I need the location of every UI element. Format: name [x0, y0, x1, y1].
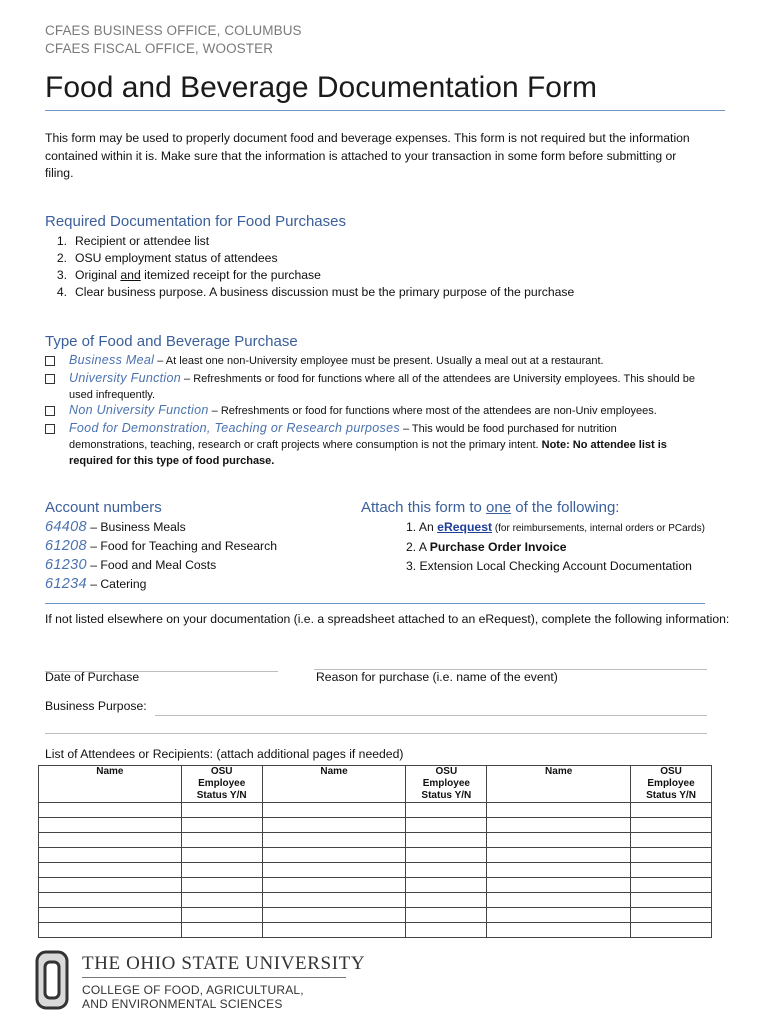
- col-status-header: OSU Employee Status Y/N: [181, 766, 262, 803]
- attendee-name-cell[interactable]: [262, 893, 406, 908]
- attendee-status-cell[interactable]: [181, 863, 262, 878]
- list-item: 3. Original and itemized receipt for the purchase: [56, 268, 321, 282]
- account-item: 61234 – Catering: [45, 576, 147, 592]
- attendee-name-cell[interactable]: [39, 863, 182, 878]
- table-row: [39, 893, 712, 908]
- account-item: 61208 – Food for Teaching and Research: [45, 538, 277, 554]
- reason-label: Reason for purchase (i.e. name of the event): [316, 670, 558, 684]
- attendee-status-cell[interactable]: [631, 893, 712, 908]
- office-columbus: CFAES BUSINESS OFFICE, COLUMBUS: [45, 23, 302, 38]
- table-row: [39, 803, 712, 818]
- page-title: Food and Beverage Documentation Form: [45, 71, 597, 104]
- attendee-status-cell[interactable]: [181, 833, 262, 848]
- intro-line: filing.: [45, 166, 74, 180]
- checkbox-icon[interactable]: [45, 406, 55, 416]
- attach-item-extension: 3. Extension Local Checking Account Documentation: [406, 559, 692, 573]
- account-item: 64408 – Business Meals: [45, 519, 186, 535]
- col-name-header: Name: [39, 766, 182, 803]
- col-name-header: Name: [487, 766, 631, 803]
- table-row: [39, 833, 712, 848]
- attendee-status-cell[interactable]: [631, 923, 712, 938]
- attendee-status-cell[interactable]: [631, 833, 712, 848]
- business-purpose-field[interactable]: [155, 715, 707, 716]
- table-row: [39, 908, 712, 923]
- type-university-function: University Function – Refreshments or food for functions where all of the attendees are University employees. This should be used infrequently.: [45, 370, 730, 403]
- attendee-status-cell[interactable]: [181, 878, 262, 893]
- attach-item-po-invoice: 2. A Purchase Order Invoice: [406, 540, 567, 554]
- purchase-types-heading: Type of Food and Beverage Purchase: [45, 333, 298, 350]
- attendee-status-cell[interactable]: [631, 818, 712, 833]
- list-item: 4. Clear business purpose. A business discussion must be the primary purpose of the purchase: [56, 285, 575, 299]
- university-name: THE OHIO STATE UNIVERSITY: [82, 953, 366, 974]
- attendee-name-cell[interactable]: [262, 908, 406, 923]
- required-docs-heading: Required Documentation for Food Purchases: [45, 213, 346, 230]
- section-divider: [45, 603, 705, 604]
- attendee-status-cell[interactable]: [406, 863, 487, 878]
- intro-paragraph: [45, 130, 725, 183]
- attendee-name-cell[interactable]: [487, 803, 631, 818]
- table-row: [39, 878, 712, 893]
- attendee-name-cell[interactable]: [39, 893, 182, 908]
- attendee-status-cell[interactable]: [631, 863, 712, 878]
- attendee-status-cell[interactable]: [406, 878, 487, 893]
- list-item: 2. OSU employment status of attendees: [56, 251, 278, 265]
- office-wooster: CFAES FISCAL OFFICE, WOOSTER: [45, 41, 274, 56]
- attendees-label: List of Attendees or Recipients: (attach additional pages if needed): [45, 747, 404, 761]
- attendee-name-cell[interactable]: [39, 833, 182, 848]
- attach-list: [406, 518, 705, 576]
- attendee-name-cell[interactable]: [262, 803, 406, 818]
- attach-item-erequest: 1. An eRequest (for reimbursements, internal orders or PCards): [406, 520, 705, 534]
- attendee-name-cell[interactable]: [487, 908, 631, 923]
- table-row: [39, 848, 712, 863]
- attendee-status-cell[interactable]: [181, 923, 262, 938]
- attendee-status-cell[interactable]: [181, 893, 262, 908]
- logo-divider: [82, 977, 346, 978]
- title-divider: [45, 110, 725, 111]
- attendee-status-cell[interactable]: [406, 818, 487, 833]
- attendee-status-cell[interactable]: [181, 848, 262, 863]
- date-of-purchase-label: Date of Purchase: [45, 670, 140, 684]
- attendee-status-cell[interactable]: [406, 893, 487, 908]
- attendee-status-cell[interactable]: [406, 923, 487, 938]
- attendee-status-cell[interactable]: [181, 908, 262, 923]
- attendee-name-cell[interactable]: [262, 923, 406, 938]
- attendee-name-cell[interactable]: [39, 923, 182, 938]
- type-non-university-function: Non University Function – Refreshments or food for functions where most of the attendees are non-Univ employees.: [45, 402, 730, 419]
- type-food-demonstration: Food for Demonstration, Teaching or Research purposes – This would be food purchased for nutrition demonstrations, teaching, research or craft projects where consumption is not the primary intent. Note: No attendee list is required for this type of food purchase.: [45, 420, 730, 469]
- col-name-header: Name: [262, 766, 406, 803]
- table-row: [39, 863, 712, 878]
- attendee-name-cell[interactable]: [262, 878, 406, 893]
- list-item: 1. Recipient or attendee list: [56, 234, 210, 248]
- attendee-name-cell[interactable]: [39, 878, 182, 893]
- table-row: [39, 818, 712, 833]
- attendee-name-cell[interactable]: [487, 893, 631, 908]
- account-numbers-heading: Account numbers: [45, 499, 162, 516]
- attendee-status-cell[interactable]: [631, 908, 712, 923]
- attendee-name-cell[interactable]: [487, 833, 631, 848]
- attendee-name-cell[interactable]: [39, 818, 182, 833]
- osu-block-o-logo: [35, 950, 69, 1010]
- col-status-header: OSU Employee Status Y/N: [631, 766, 712, 803]
- attendee-status-cell[interactable]: [631, 878, 712, 893]
- form-instructions: If not listed elsewhere on your documentation (i.e. a spreadsheet attached to an eRequest), complete the following information:: [45, 612, 730, 626]
- college-name: COLLEGE OF FOOD, AGRICULTURAL, AND ENVIRONMENTAL SCIENCES: [82, 983, 304, 1011]
- checkbox-icon[interactable]: [45, 356, 55, 366]
- attendee-name-cell[interactable]: [39, 848, 182, 863]
- attendee-name-cell[interactable]: [262, 863, 406, 878]
- attendee-name-cell[interactable]: [487, 878, 631, 893]
- attendee-name-cell[interactable]: [487, 863, 631, 878]
- type-business-meal: Business Meal – At least one non-University employee must be present. Usually a meal out at a restaurant.: [45, 352, 730, 369]
- attendee-name-cell[interactable]: [262, 848, 406, 863]
- account-list: [45, 518, 277, 594]
- attendee-name-cell[interactable]: [487, 923, 631, 938]
- attendee-status-cell[interactable]: [181, 818, 262, 833]
- erequest-link[interactable]: eRequest: [437, 520, 493, 534]
- attendee-status-cell[interactable]: [406, 908, 487, 923]
- attendee-name-cell[interactable]: [39, 803, 182, 818]
- table-header-row: [39, 766, 712, 803]
- attendee-status-cell[interactable]: [631, 848, 712, 863]
- attendee-table-body: [39, 803, 712, 938]
- attendee-name-cell[interactable]: [39, 908, 182, 923]
- attendee-name-cell[interactable]: [262, 818, 406, 833]
- attach-heading: Attach this form to one of the following:: [361, 499, 620, 516]
- attendee-name-cell[interactable]: [262, 833, 406, 848]
- required-docs-list: [45, 233, 574, 301]
- attendee-status-cell[interactable]: [406, 833, 487, 848]
- attendee-status-cell[interactable]: [406, 803, 487, 818]
- attendee-name-cell[interactable]: [487, 848, 631, 863]
- business-purpose-label: Business Purpose:: [45, 699, 147, 713]
- attendee-status-cell[interactable]: [406, 848, 487, 863]
- attendee-status-cell[interactable]: [181, 803, 262, 818]
- checkbox-icon[interactable]: [45, 424, 55, 434]
- business-purpose-field-line-2[interactable]: [45, 733, 707, 734]
- attendee-status-cell[interactable]: [631, 803, 712, 818]
- attendee-name-cell[interactable]: [487, 818, 631, 833]
- checkbox-icon[interactable]: [45, 374, 55, 384]
- table-row: [39, 923, 712, 938]
- col-status-header: OSU Employee Status Y/N: [406, 766, 487, 803]
- intro-line: contained within it is. Make sure that the information is attached to your transaction in some form before submitting or: [45, 148, 677, 163]
- attendee-table: [38, 765, 712, 938]
- account-item: 61230 – Food and Meal Costs: [45, 557, 217, 573]
- intro-line: This form may be used to properly document food and beverage expenses. This form is not required but the information: [45, 131, 690, 145]
